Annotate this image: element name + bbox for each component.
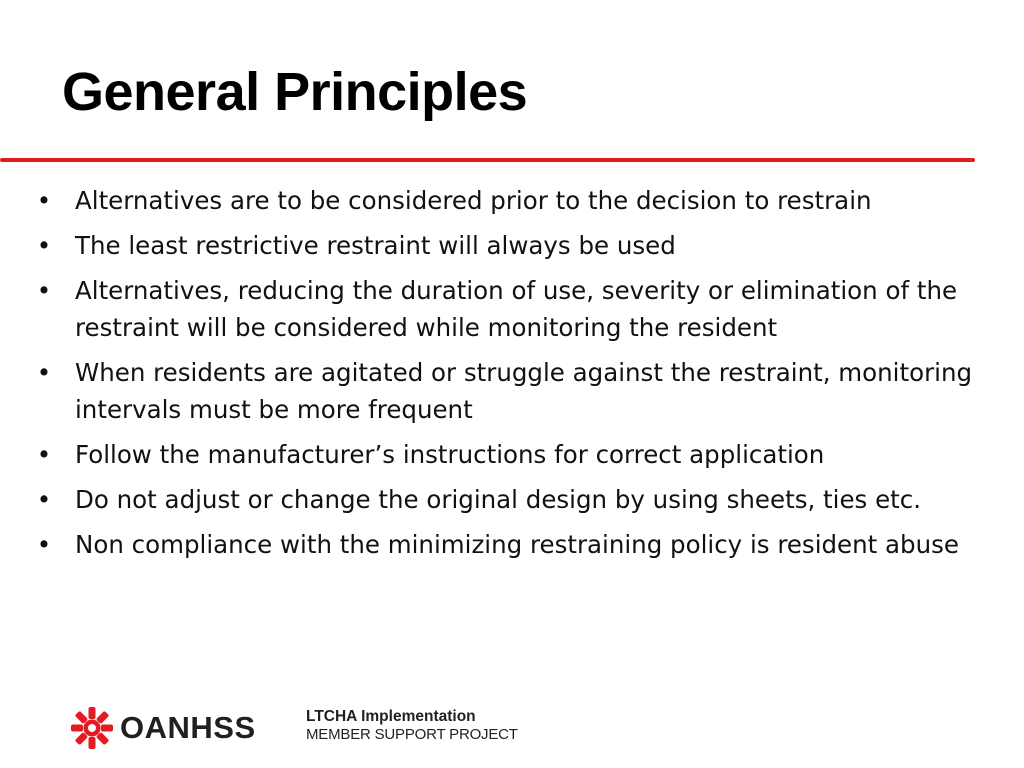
oanhss-logo-text: OANHSS (120, 710, 256, 745)
bullet-text: Non compliance with the minimizing restraining policy is resident abuse (75, 530, 959, 559)
bullet-dot: • (36, 485, 52, 514)
bullet-list (34, 182, 994, 571)
project-title: LTCHA Implementation (306, 708, 476, 725)
bullet-item (34, 526, 994, 563)
bullet-item (34, 481, 994, 518)
bullet-dot: • (36, 276, 52, 305)
title-divider (0, 158, 975, 162)
bullet-text: Alternatives are to be considered prior to the decision to restrain (75, 186, 872, 215)
bullet-item (34, 182, 994, 219)
bullet-item (34, 227, 994, 264)
bullet-text: The least restrictive restraint will always be used (75, 231, 676, 260)
project-subtitle: MEMBER SUPPORT PROJECT (306, 726, 518, 743)
bullet-item (34, 436, 994, 473)
bullet-text: Do not adjust or change the original design by using sheets, ties etc. (75, 485, 922, 514)
slide-title: General Principles (62, 62, 528, 122)
bullet-dot: • (36, 231, 52, 260)
bullet-text: When residents are agitated or struggle against the restraint, monitoring intervals must be more frequent (75, 358, 973, 424)
bullet-dot: • (36, 530, 52, 559)
oanhss-logo-icon (70, 706, 114, 750)
bullet-dot: • (36, 358, 52, 387)
bullet-dot: • (36, 440, 52, 469)
bullet-item (34, 272, 994, 346)
bullet-item (34, 354, 994, 428)
footer (70, 704, 518, 752)
bullet-text: Follow the manufacturer’s instructions for correct application (75, 440, 825, 469)
bullet-text: Alternatives, reducing the duration of use, severity or elimination of the restraint will be considered while monitoring the resident (75, 276, 958, 342)
bullet-dot: • (36, 186, 52, 215)
